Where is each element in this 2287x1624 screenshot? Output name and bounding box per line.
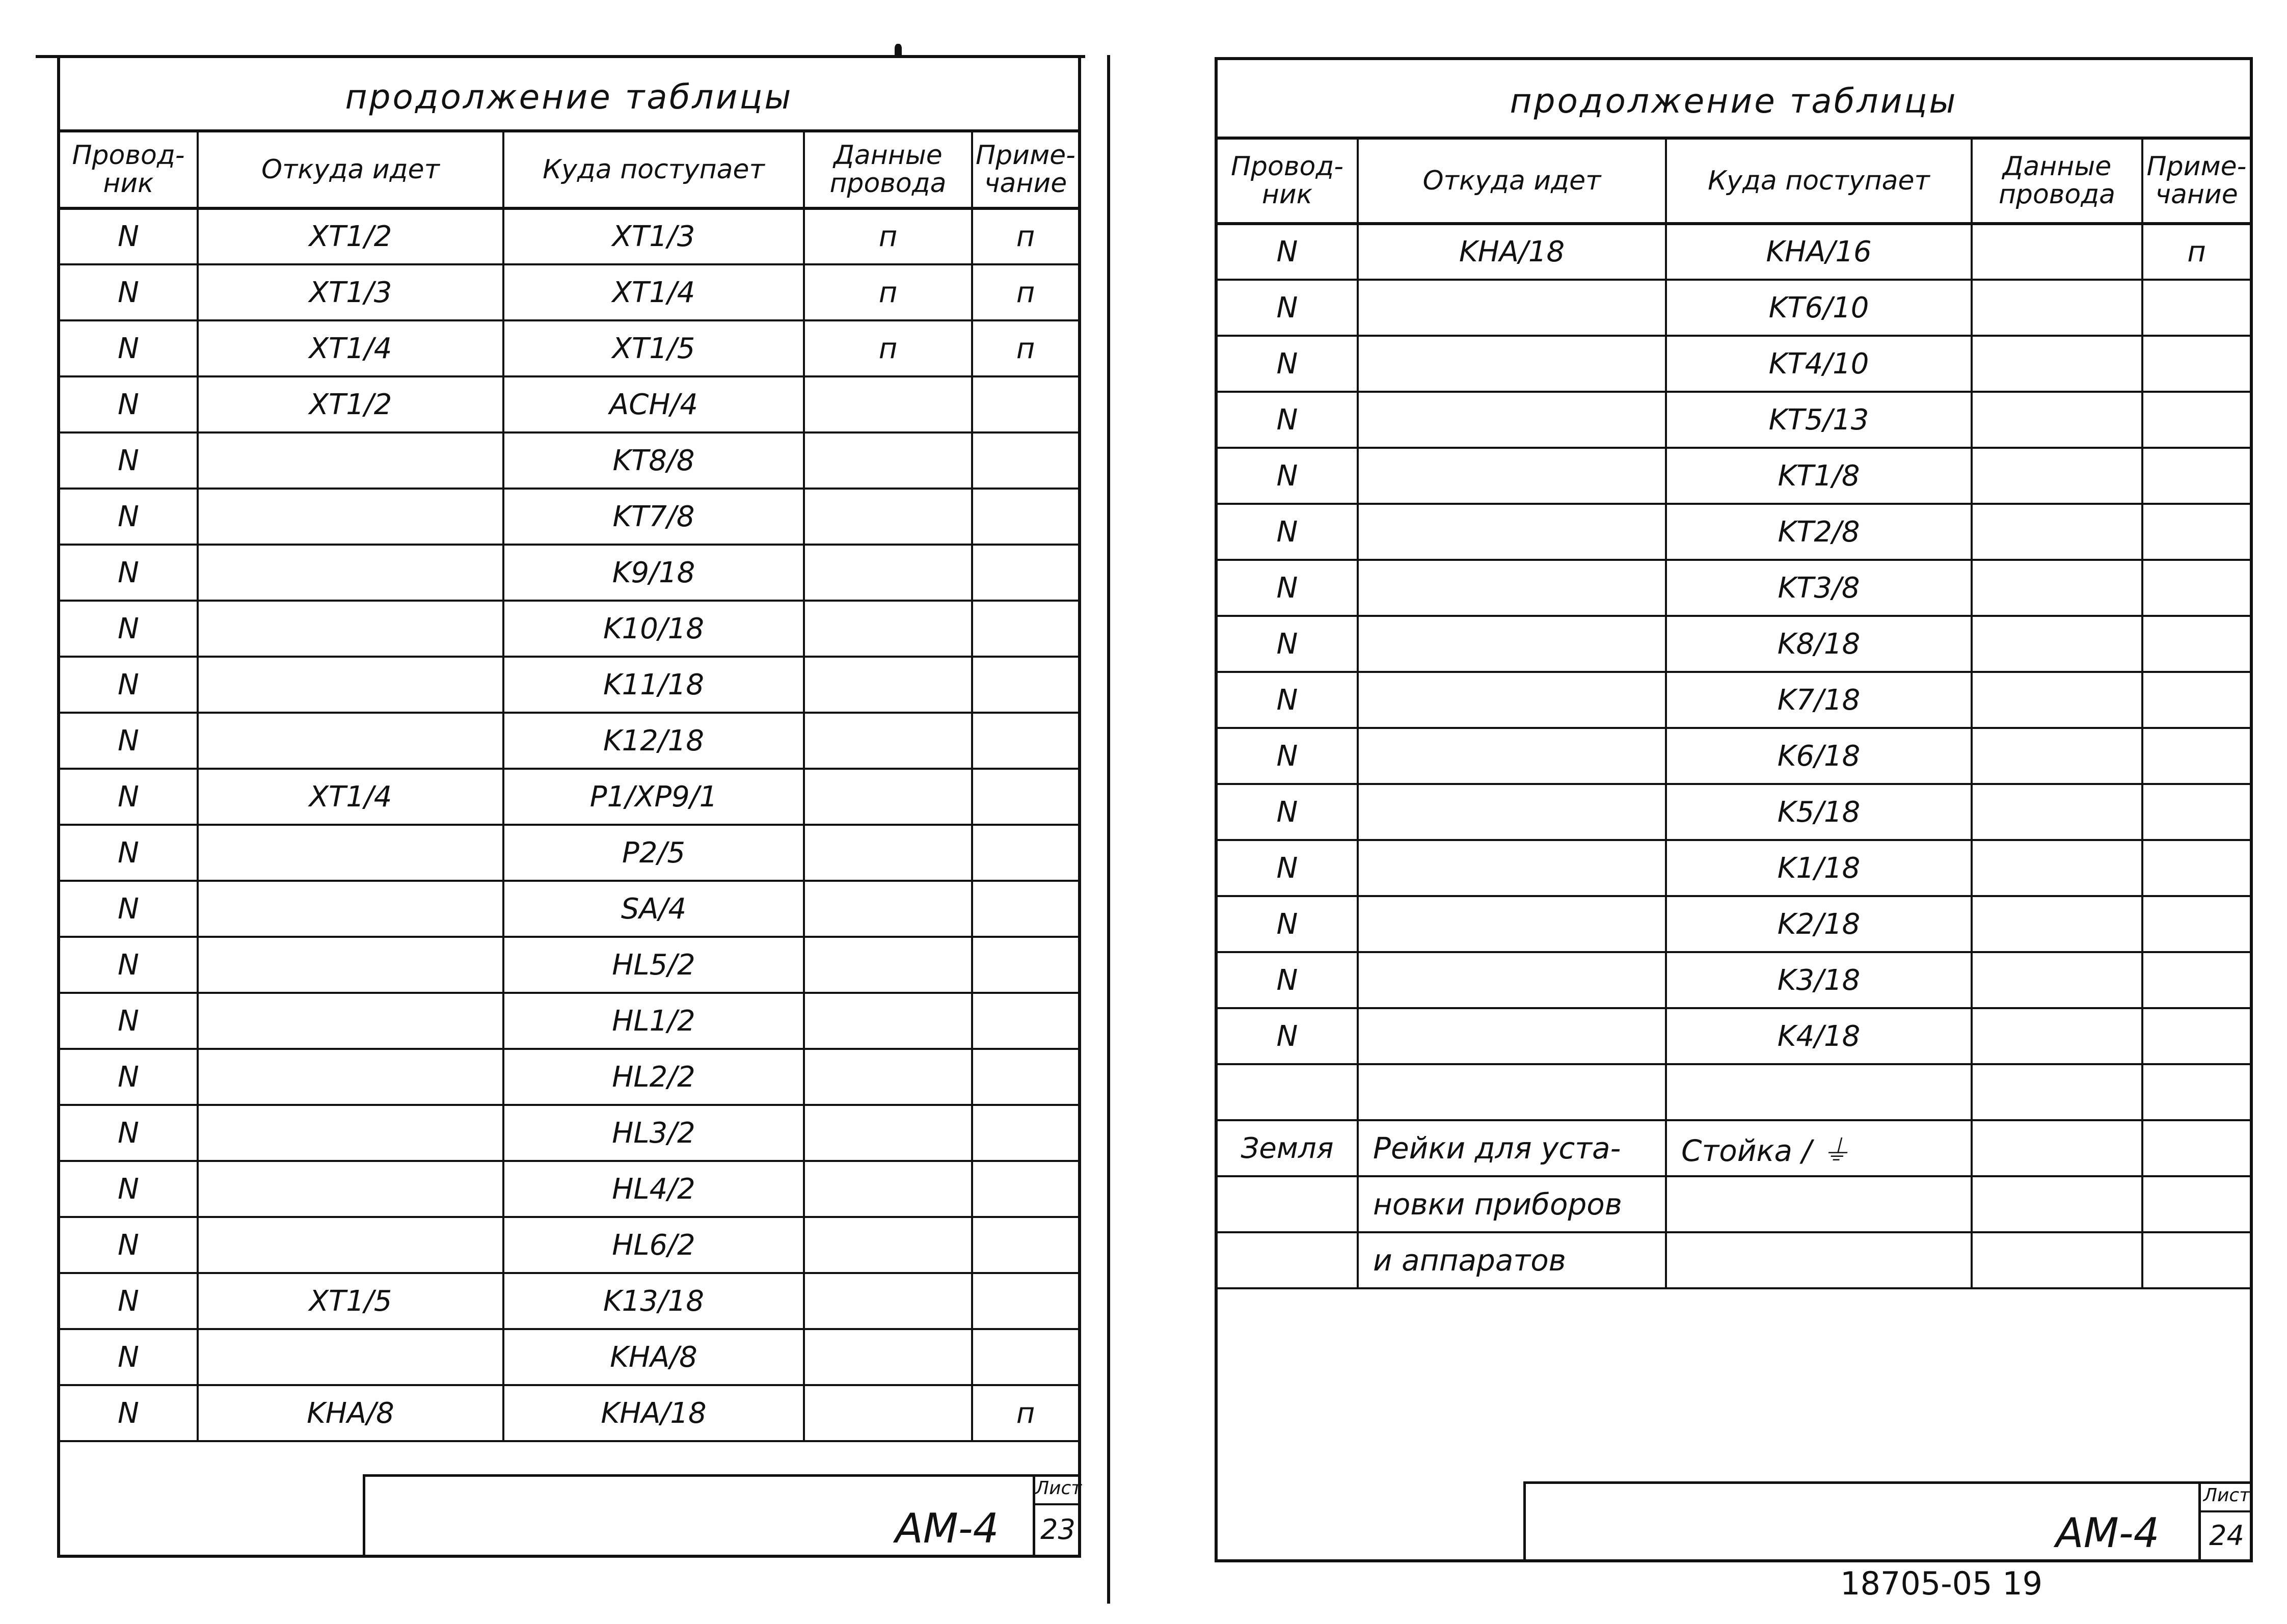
table-row [60,881,1078,937]
table-row [60,208,1078,264]
left-drawing-code: AM-4 [895,1505,999,1552]
cell-to: K11/18 [503,657,804,713]
cell-note [2142,616,2250,672]
cell-conductor: N [1218,280,1358,336]
table-row [60,601,1078,657]
cell-to [1666,1232,1972,1288]
cell-to: XT1/3 [503,208,804,264]
cell-wire-data [1972,1008,2142,1064]
cell-conductor: N [1218,672,1358,728]
center-fold-line [1107,55,1110,1604]
cell-conductor: N [1218,1008,1358,1064]
cell-wire-data [1972,840,2142,896]
cell-conductor: N [1218,224,1358,280]
col-header-from: Откуда идет [198,131,503,208]
cell-to: HL1/2 [503,993,804,1049]
cell-conductor: N [60,1217,198,1273]
cell-to: SA/4 [503,881,804,937]
cell-wire-data [804,937,972,993]
cell-conductor: N [60,1161,198,1217]
cell-to: HL3/2 [503,1105,804,1161]
cell-conductor: N [60,713,198,769]
cell-note: п [972,320,1078,376]
table-row [1218,448,2250,504]
table-row [60,769,1078,825]
right-sheet-label: Лист [2201,1485,2252,1512]
cell-note [2142,1120,2250,1176]
col-header-to: Куда поступает [1666,138,1972,224]
cell-wire-data [804,1049,972,1105]
cell-to: K5/18 [1666,784,1972,840]
table-row [60,993,1078,1049]
cell-note [972,1161,1078,1217]
cell-wire-data: п [804,264,972,320]
cell-note [2142,448,2250,504]
right-drawing-code: AM-4 [2056,1509,2160,1557]
cell-wire-data [1972,672,2142,728]
cell-from [1358,616,1666,672]
cell-conductor: N [60,993,198,1049]
cell-wire-data [804,1385,972,1441]
cell-wire-data [1972,336,2142,392]
cell-from [198,937,503,993]
table-row [1218,1120,2250,1176]
cell-wire-data [804,657,972,713]
cell-from [198,545,503,601]
cell-wire-data [1972,560,2142,616]
table-row [60,657,1078,713]
cell-conductor: N [60,208,198,264]
cell-to: K3/18 [1666,952,1972,1008]
right-table-body [1218,224,2250,1288]
cell-from [198,657,503,713]
left-table-body [60,208,1078,1441]
cell-conductor: N [60,545,198,601]
cell-from: KHA/18 [1358,224,1666,280]
cell-from [198,601,503,657]
cell-note [2142,1176,2250,1232]
cell-note [972,937,1078,993]
cell-note [2142,336,2250,392]
cell-wire-data [1972,952,2142,1008]
cell-to: KT8/8 [503,432,804,489]
cell-from [198,489,503,545]
cell-to: KT4/10 [1666,336,1972,392]
cell-from [1358,336,1666,392]
cell-note [972,993,1078,1049]
left-title-block [363,1474,1082,1555]
cell-to: HL4/2 [503,1161,804,1217]
left-sheet [57,55,1081,1558]
col-header-note: Приме-чание [972,131,1078,208]
cell-conductor: N [60,1385,198,1441]
cell-wire-data [804,825,972,881]
cell-from: XT1/2 [198,208,503,264]
cell-conductor [1218,1176,1358,1232]
cell-note [2142,784,2250,840]
cell-from [1358,280,1666,336]
cell-to: K12/18 [503,713,804,769]
cell-note [972,545,1078,601]
cell-from [198,432,503,489]
cell-wire-data [1972,1120,2142,1176]
cell-wire-data [1972,1232,2142,1288]
cell-from: XT1/2 [198,376,503,432]
cell-wire-data [804,432,972,489]
table-row [60,1385,1078,1441]
cell-wire-data [1972,504,2142,560]
cell-to: XT1/5 [503,320,804,376]
cell-conductor: N [1218,952,1358,1008]
cell-wire-data: п [804,208,972,264]
col-header-wire-data: Данные провода [804,131,972,208]
cell-note [972,1049,1078,1105]
cell-wire-data [1972,280,2142,336]
cell-to: K1/18 [1666,840,1972,896]
cell-conductor: N [60,769,198,825]
cell-from [1358,560,1666,616]
cell-note [2142,560,2250,616]
cell-note [972,769,1078,825]
table-row [60,489,1078,545]
cell-to: HL6/2 [503,1217,804,1273]
cell-from [198,993,503,1049]
table-row [1218,840,2250,896]
cell-wire-data [1972,1176,2142,1232]
right-sheet-number-cell [2198,1484,2252,1562]
cell-note [2142,1232,2250,1288]
cell-to: XT1/4 [503,264,804,320]
cell-wire-data [1972,896,2142,952]
cell-note [2142,504,2250,560]
table-row [60,1161,1078,1217]
cell-from [198,1049,503,1105]
cell-note: п [972,1385,1078,1441]
cell-wire-data [1972,224,2142,280]
cell-from: новки приборов [1358,1176,1666,1232]
cell-from [198,1161,503,1217]
cell-from [1358,448,1666,504]
cell-from [198,825,503,881]
table-row [1218,784,2250,840]
table-row [1218,896,2250,952]
cell-conductor: N [1218,896,1358,952]
cell-from [1358,784,1666,840]
cell-note [972,1217,1078,1273]
cell-to: K10/18 [503,601,804,657]
cell-conductor: N [60,1329,198,1385]
cell-to: P1/XP9/1 [503,769,804,825]
cell-note [972,376,1078,432]
table-row [60,713,1078,769]
cell-note [972,713,1078,769]
table-row [1218,224,2250,280]
col-header-conductor: Провод-ник [60,131,198,208]
cell-conductor: N [1218,504,1358,560]
table-row [60,320,1078,376]
cell-wire-data [804,1105,972,1161]
cell-to: KHA/8 [503,1329,804,1385]
cell-conductor: N [60,937,198,993]
cell-from: XT1/4 [198,769,503,825]
cell-from [1358,504,1666,560]
cell-wire-data [1972,448,2142,504]
cell-note [972,489,1078,545]
table-row [1218,1008,2250,1064]
cell-to: KT1/8 [1666,448,1972,504]
cell-from [1358,1064,1666,1120]
cell-conductor [1218,1064,1358,1120]
table-row [1218,952,2250,1008]
cell-wire-data [804,601,972,657]
cell-to: HL2/2 [503,1049,804,1105]
cell-to: KT3/8 [1666,560,1972,616]
left-wiring-table [60,129,1078,1442]
cell-from [1358,728,1666,784]
table-row [60,825,1078,881]
cell-conductor: N [60,1049,198,1105]
cell-note [2142,1008,2250,1064]
cell-conductor: N [1218,840,1358,896]
cell-to [1666,1064,1972,1120]
cell-note [2142,392,2250,448]
table-row [60,1273,1078,1329]
cell-wire-data [804,545,972,601]
table-row [60,1217,1078,1273]
cell-to: K7/18 [1666,672,1972,728]
cell-wire-data [1972,784,2142,840]
table-row [1218,728,2250,784]
cell-from [1358,952,1666,1008]
cell-conductor: N [60,1273,198,1329]
table-row [60,1105,1078,1161]
cell-conductor: N [60,489,198,545]
cell-wire-data [1972,616,2142,672]
cell-wire-data: п [804,320,972,376]
cell-from: XT1/5 [198,1273,503,1329]
cell-to: K8/18 [1666,616,1972,672]
table-row [1218,336,2250,392]
left-sheet-caption: продолжение таблицы [345,77,793,117]
cell-note [2142,728,2250,784]
col-header-wire-data: Данные провода [1972,138,2142,224]
right-wiring-table [1218,137,2250,1289]
cell-note [972,1329,1078,1385]
cell-to: P2/5 [503,825,804,881]
cell-conductor: N [60,1105,198,1161]
cell-conductor: N [60,825,198,881]
cell-note [2142,896,2250,952]
cell-conductor: N [1218,392,1358,448]
cell-wire-data [1972,1064,2142,1120]
cell-conductor [1218,1232,1358,1288]
table-row [1218,504,2250,560]
cell-from [1358,392,1666,448]
cell-note: п [2142,224,2250,280]
table-row [1218,616,2250,672]
right-table-header [1218,138,2250,224]
cell-note: п [972,208,1078,264]
cell-from [198,1105,503,1161]
col-header-from: Откуда идет [1358,138,1666,224]
cell-note [2142,952,2250,1008]
cell-wire-data [804,881,972,937]
cell-conductor: N [1218,560,1358,616]
cell-from [198,881,503,937]
left-sheet-number-cell [1033,1477,1081,1557]
cell-note [972,657,1078,713]
right-sheet-caption: продолжение таблицы [1510,82,1958,121]
cell-from: Рейки для уста- [1358,1120,1666,1176]
cell-note [2142,672,2250,728]
right-title-block [1523,1481,2250,1559]
cell-note [972,432,1078,489]
document-number: 18705-05 19 [1840,1565,2043,1602]
table-row [60,432,1078,489]
cell-conductor: N [60,264,198,320]
cell-wire-data [804,489,972,545]
cell-note [972,825,1078,881]
table-row [1218,672,2250,728]
cell-to: K2/18 [1666,896,1972,952]
table-row [1218,1064,2250,1120]
cell-wire-data [804,1161,972,1217]
table-row [60,1329,1078,1385]
table-row [1218,1176,2250,1232]
table-row [1218,1232,2250,1288]
cell-to: KHA/16 [1666,224,1972,280]
cell-to: K13/18 [503,1273,804,1329]
cell-from: XT1/4 [198,320,503,376]
col-header-note: Приме-чание [2142,138,2250,224]
cell-to: Стойка / ⏚ [1666,1120,1972,1176]
table-row [60,264,1078,320]
cell-conductor: Земля [1218,1120,1358,1176]
cell-note [2142,840,2250,896]
col-header-to: Куда поступает [503,131,804,208]
cell-note [972,1273,1078,1329]
right-sheet [1215,57,2253,1562]
cell-wire-data [1972,728,2142,784]
cell-from [198,1217,503,1273]
cell-from [198,1329,503,1385]
table-row [1218,560,2250,616]
cell-to: K6/18 [1666,728,1972,784]
cell-wire-data [804,1329,972,1385]
cell-to: HL5/2 [503,937,804,993]
cell-note [972,1105,1078,1161]
cell-conductor: N [60,881,198,937]
cell-to: KT6/10 [1666,280,1972,336]
cell-conductor: N [1218,616,1358,672]
cell-wire-data [804,1217,972,1273]
cell-from [1358,1008,1666,1064]
cell-conductor: N [60,376,198,432]
cell-conductor: N [1218,784,1358,840]
table-row [60,1049,1078,1105]
cell-conductor: N [1218,728,1358,784]
cell-from: KHA/8 [198,1385,503,1441]
cell-from [1358,896,1666,952]
table-row [60,937,1078,993]
cell-conductor: N [1218,448,1358,504]
cell-conductor: N [1218,336,1358,392]
cell-to: KT7/8 [503,489,804,545]
cell-to: KHA/18 [503,1385,804,1441]
table-row [1218,392,2250,448]
cell-from: XT1/3 [198,264,503,320]
cell-to: K4/18 [1666,1008,1972,1064]
table-row [60,376,1078,432]
left-sheet-label: Лист [1035,1478,1081,1505]
cell-wire-data [804,713,972,769]
cell-note [972,881,1078,937]
cell-to: ACH/4 [503,376,804,432]
cell-conductor: N [60,432,198,489]
left-table-header [60,131,1078,208]
cell-to: KT2/8 [1666,504,1972,560]
left-sheet-number: 23 [1040,1513,1075,1546]
cell-note [2142,280,2250,336]
cell-to: K9/18 [503,545,804,601]
table-row [60,545,1078,601]
cell-wire-data [804,376,972,432]
cell-conductor: N [60,601,198,657]
cell-from [198,713,503,769]
cell-note [972,601,1078,657]
cell-conductor: N [60,657,198,713]
cell-to [1666,1176,1972,1232]
cell-conductor: N [60,320,198,376]
cell-to: KT5/13 [1666,392,1972,448]
cell-wire-data [804,1273,972,1329]
right-sheet-number: 24 [2209,1520,2244,1552]
cell-note: п [972,264,1078,320]
col-header-conductor: Провод-ник [1218,138,1358,224]
cell-from: и аппаратов [1358,1232,1666,1288]
cell-from [1358,840,1666,896]
table-row [1218,280,2250,336]
cell-from [1358,672,1666,728]
cell-wire-data [804,769,972,825]
cell-wire-data [1972,392,2142,448]
cell-wire-data [804,993,972,1049]
pin-mark [895,44,902,55]
cell-note [2142,1064,2250,1120]
